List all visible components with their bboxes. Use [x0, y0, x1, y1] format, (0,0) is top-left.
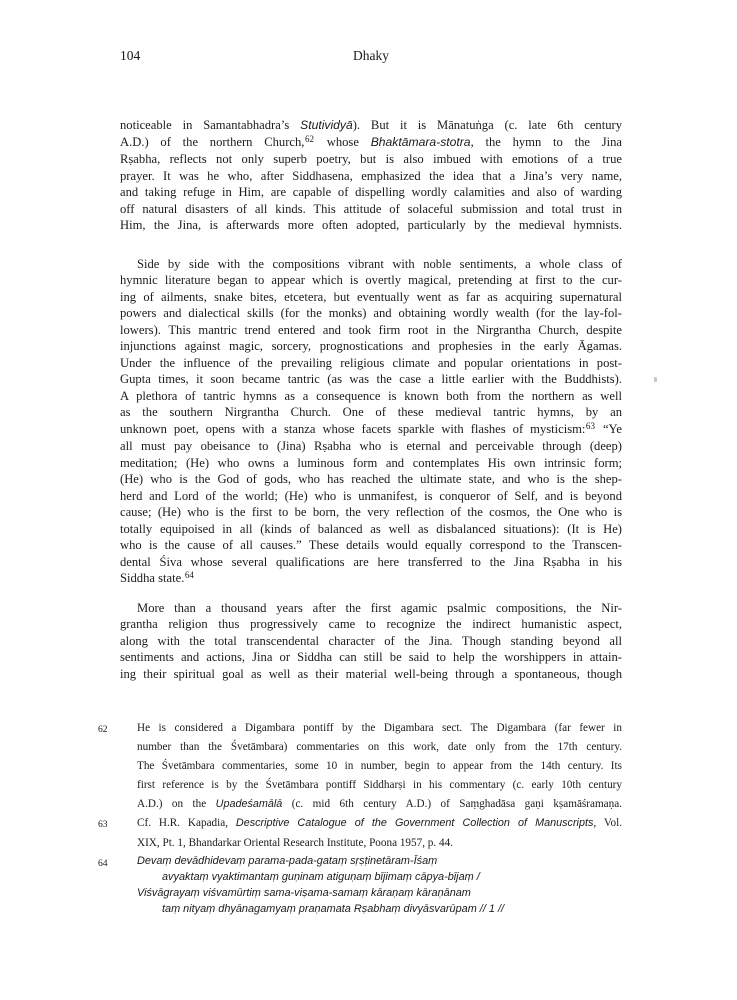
- text-line: [120, 570, 622, 588]
- paragraph-1: [120, 117, 622, 234]
- footnotes: [98, 719, 622, 917]
- text-segment: (c. mid 6th century A.D.) of Saṃghadāsa gaṇi kṣamāśramaṇa.: [282, 798, 622, 811]
- text-segment: More than a thousand years after the first agamic psalmic compositions, the Nir-: [137, 600, 622, 615]
- text-segment: He is considered a Digambara pontiff by the Digambara sect. The Digambara (far fewer in: [137, 722, 622, 734]
- text-segment: and taking refuge in Him, are capable of dispelling wordly calamities and also of warding: [120, 185, 622, 199]
- italic-text: taṃ nityaṃ dhyānagamyaṃ praṇamata Rṣabhaṃ divyāsvarūpam // 1 //: [162, 902, 505, 915]
- text-segment: ing of ailments, snake bites, etcetera, but eventually went as far as acquiring supernatural: [120, 289, 622, 304]
- text-line: [120, 134, 622, 152]
- text-segment: lowers). This mantric trend entered and took firm root in the Nirgrantha Church, despite: [120, 322, 622, 337]
- text-segment: Side by side with the compositions vibrant with noble sentiments, a whole class of: [137, 256, 622, 271]
- text-line: [137, 776, 622, 795]
- italic-text: Bhaktāmara-stotra: [370, 134, 471, 149]
- text-segment: cause; (He) who is the first to be born, the very reflection of the cosmos, the One who is: [120, 505, 622, 519]
- text-segment: A plethora of tantric hymns as a consequence is known both from the northern as well: [120, 388, 622, 403]
- text-segment: ). But it is Mānatuṅga (c. late 6th century: [352, 118, 622, 132]
- text-segment: all must pay obeisance to (Jina) Rṣabha who is eternal and perceivable through (deep): [120, 439, 622, 453]
- text-line: [120, 666, 622, 683]
- text-line: [137, 834, 622, 853]
- text-line: [137, 853, 622, 869]
- page-header: [120, 48, 622, 64]
- footnote-text: [137, 853, 622, 917]
- footnote-text: [137, 719, 622, 814]
- scan-artifact-speck: [654, 377, 657, 382]
- text-segment: prayer. It was he who, after Siddhasena, emphasized the idea that a Jina’s very name,: [120, 168, 622, 183]
- text-line: [120, 217, 622, 234]
- text-segment: Siddha state.: [120, 571, 185, 585]
- text-line: [120, 338, 622, 355]
- footnote-reference: 64: [184, 570, 194, 581]
- text-segment: noticeable in Samantabhadra’s: [120, 118, 301, 132]
- text-line: [120, 404, 622, 421]
- text-line: [137, 719, 622, 738]
- text-segment: first reference is by the Śvetāmbara pontiff Siddharṣi in his commentary (c. early 10th century: [137, 779, 622, 792]
- text-segment: “Ye: [595, 421, 622, 436]
- text-segment: Him, the Jina, is afterwards more often adopted, particularly by the medieval hymnists.: [120, 218, 622, 232]
- text-line: [120, 168, 622, 185]
- text-segment: herd and Lord of the world; (He) who is unmanifest, is conqueror of Self, and is beyond: [120, 488, 622, 503]
- text-segment: sentiments and actions, Jina or Siddha can still be said to help the worshippers in attain-: [120, 650, 622, 664]
- text-line: [120, 504, 622, 521]
- text-segment: Cf. H.R. Kapadia,: [137, 817, 236, 830]
- text-line: [120, 537, 622, 554]
- text-segment: unknown poet, opens with a stanza whose facets sparkle with flashes of mysticism:: [120, 421, 586, 436]
- text-segment: whose: [315, 134, 371, 149]
- text-line: [120, 471, 622, 488]
- text-line: [120, 305, 622, 322]
- paragraph-2: [120, 256, 622, 588]
- text-line: [120, 554, 622, 571]
- text-line: [120, 421, 622, 439]
- footnote-text: [137, 814, 622, 852]
- text-line: [120, 649, 622, 666]
- italic-text: Descriptive Catalogue of the Government Collection of Manuscripts: [235, 817, 594, 830]
- footnote-63: [98, 814, 622, 852]
- text-segment: hymnic literature began to appear which is overtly magical, pretending at first to the cur-: [120, 273, 622, 287]
- text-segment: meditation; (He) who owns a luminous form and contemplates His own intrinsic form;: [120, 455, 622, 470]
- text-line: [137, 901, 622, 917]
- text-segment: dental Śiva whose several qualifications are here transferred to the Jina Rṣabha in his: [120, 554, 622, 569]
- text-line: [120, 600, 622, 617]
- italic-text: Viśvāgrayaṃ viśvamūrtiṃ sama-viṣama-samaṃ kāraṇaṃ kāraṇānam: [137, 886, 471, 899]
- body-text: [120, 117, 622, 682]
- text-line: [120, 184, 622, 201]
- text-line: [120, 151, 622, 168]
- text-segment: , Vol.: [593, 817, 622, 830]
- footnote-number: 63: [98, 819, 108, 831]
- footnote-reference: 63: [585, 420, 595, 431]
- text-line: [120, 322, 622, 339]
- text-line: [137, 795, 622, 814]
- italic-text: Stutividyā: [300, 118, 353, 132]
- text-line: [120, 633, 622, 650]
- text-segment: Under the influence of the prevailing religious climate and popular orientations in post-: [120, 355, 622, 370]
- italic-text: Devaṃ devādhidevaṃ parama-pada-gataṃ sṛṣṭinetāram-Īśaṃ: [137, 854, 438, 867]
- text-line: [120, 201, 622, 218]
- text-segment: ing their spiritual goal as well as their material well-being through a spontaneous, though: [120, 666, 622, 681]
- text-line: [120, 521, 622, 538]
- text-segment: who is the cause of all causes.” These details would equally correspond to the Transcen-: [120, 538, 622, 552]
- text-segment: Gupta times, it soon became tantric (as was the case a little earlier with the Buddhists).: [120, 372, 622, 386]
- text-line: [120, 272, 622, 289]
- text-line: [120, 117, 622, 134]
- text-line: [120, 371, 622, 388]
- text-line: [137, 738, 622, 757]
- footnote-number: 62: [98, 724, 108, 735]
- text-line: [120, 256, 622, 273]
- text-segment: as the southern Nirgrantha Church. One of these medieval tantric hymns, by an: [120, 405, 622, 419]
- text-segment: powers and dialectical skills (for the monks) and obtaining wordly wealth (for the lay-fol-: [120, 306, 622, 320]
- text-segment: (He) who is the God of gods, who has reached the ultimate state, and who is the shep-: [120, 472, 622, 486]
- italic-text: Upadeśamālā: [215, 798, 283, 811]
- text-segment: , the hymn to the Jina: [470, 134, 622, 149]
- text-line: [120, 455, 622, 472]
- text-segment: totally equipoised in all (kinds of balanced as well as disbalanced situations): (It is He): [120, 521, 622, 536]
- text-segment: A.D.) of the northern Church,: [120, 134, 305, 149]
- text-segment: Rṣabha, reflects not only superb poetry, but is also imbued with emotions of a true: [120, 152, 622, 166]
- text-segment: off natural disasters of all kinds. This attitude of solaceful submission and total trust in: [120, 201, 622, 216]
- footnote-reference: 62: [304, 133, 314, 144]
- italic-text: avyaktaṃ vyaktimantaṃ guṇinam atiguṇaṃ bījimaṃ cāpya-bījaṃ /: [162, 870, 480, 883]
- text-line: [120, 289, 622, 306]
- text-line: [120, 438, 622, 455]
- text-segment: XIX, Pt. 1, Bhandarkar Oriental Research Institute, Poona 1957, p. 44.: [137, 836, 453, 849]
- text-segment: along with the total transcendental character of the Jina. Though standing beyond all: [120, 633, 622, 648]
- text-line: [137, 757, 622, 776]
- page-number: 104: [120, 48, 141, 63]
- text-line: [120, 388, 622, 405]
- text-segment: grantha religion thus progressively came to recognize the indirect humanistic aspect,: [120, 617, 622, 631]
- text-line: [120, 488, 622, 505]
- text-segment: The Śvetāmbara commentaries, some 10 in number, begin to appear from the 14th century. Its: [137, 760, 622, 773]
- text-segment: injunctions against magic, sorcery, prognostications and prophesies in the early Āgamas.: [120, 339, 622, 353]
- text-line: [137, 814, 622, 833]
- text-line: [120, 616, 622, 633]
- paragraph-3: [120, 600, 622, 683]
- text-line: [120, 355, 622, 372]
- text-segment: number than the Śvetāmbara) commentaries on this work, date only from the 17th century.: [137, 741, 622, 754]
- text-line: [137, 869, 622, 885]
- text-segment: A.D.) on the: [137, 798, 216, 811]
- footnote-64: [98, 853, 622, 917]
- running-title: Dhaky: [353, 48, 389, 63]
- footnote-62: [98, 719, 622, 814]
- text-line: [137, 885, 622, 901]
- footnote-number: 64: [98, 857, 108, 869]
